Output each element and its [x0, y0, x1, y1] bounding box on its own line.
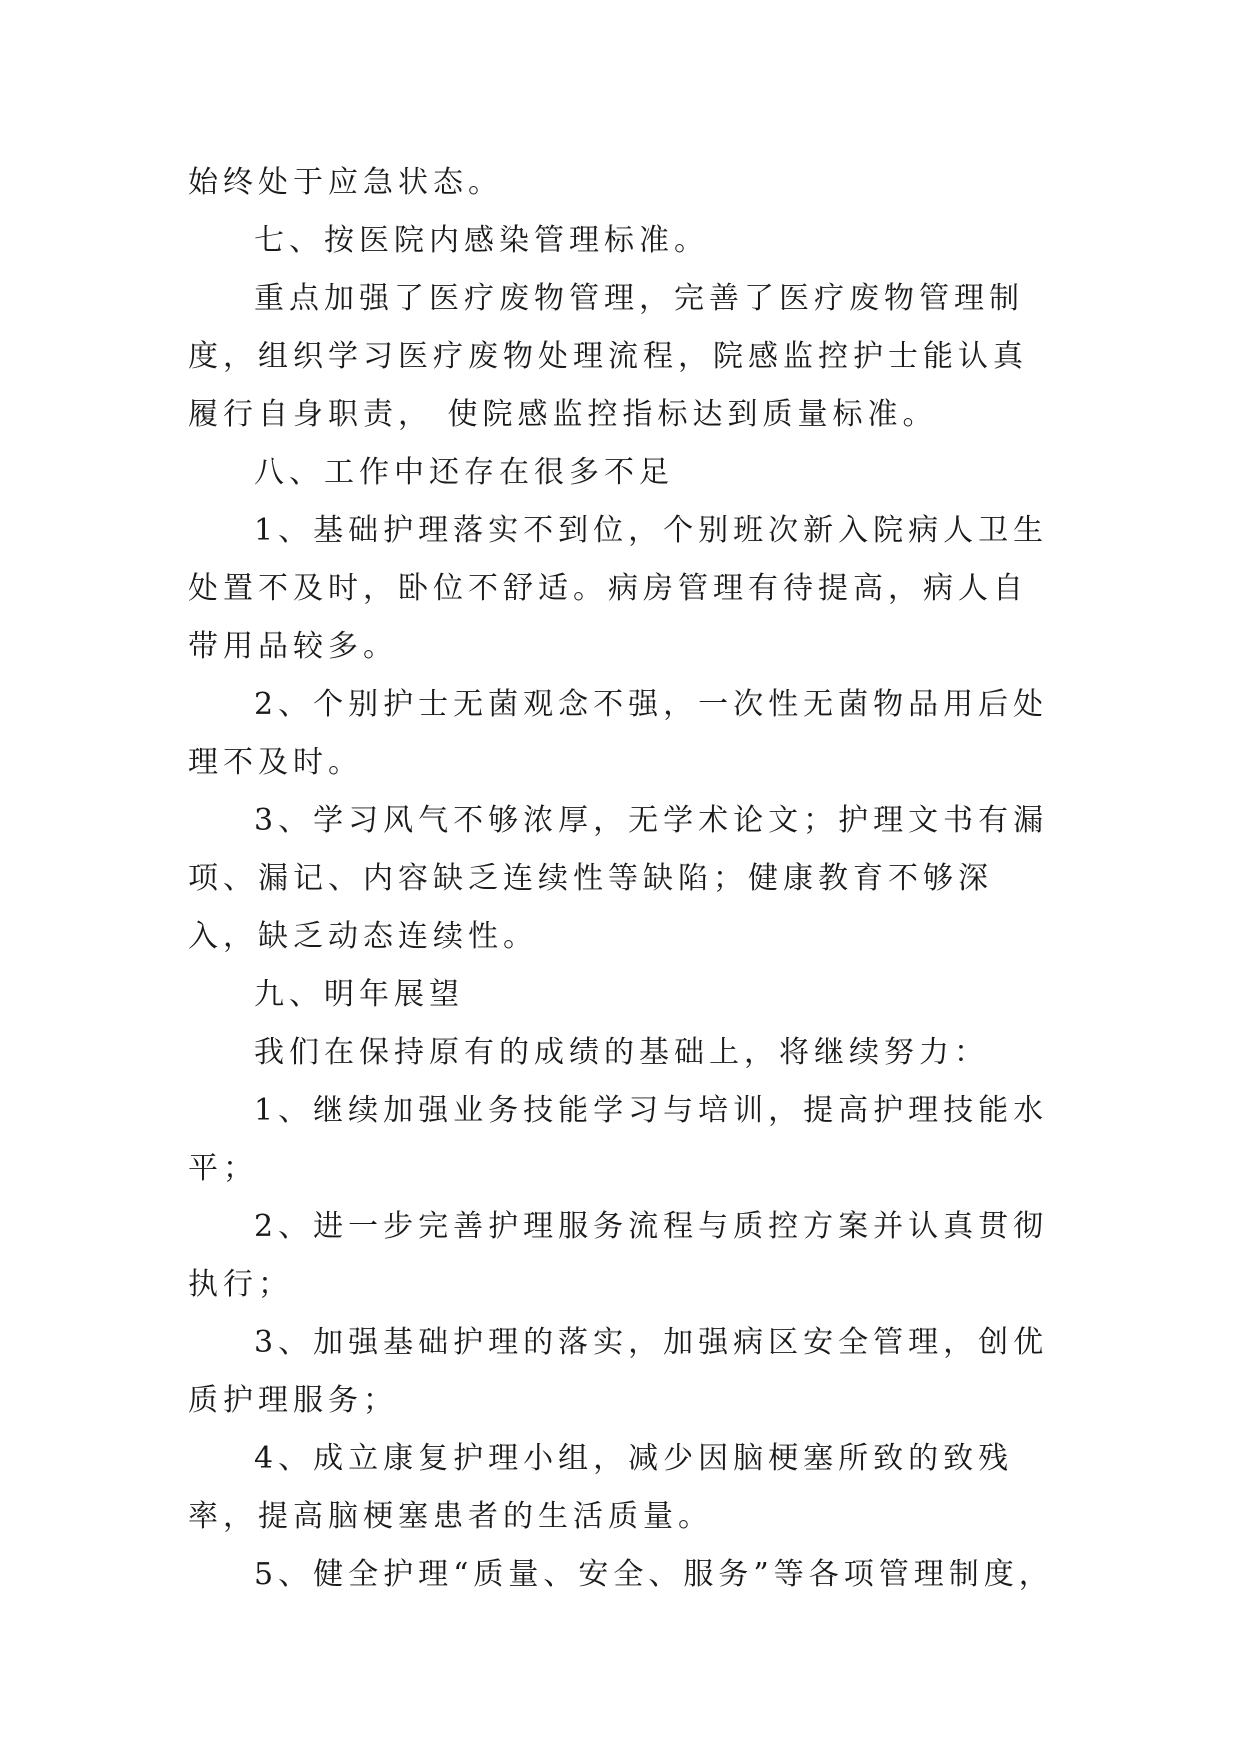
list-item-plan-5: 5、健全护理“质量、安全、服务”等各项管理制度， — [254, 1557, 1054, 1592]
paragraph-continuation: 始终处于应急状态。 — [188, 165, 503, 200]
list-item-plan-4: 4、成立康复护理小组，减少因脑梗塞所致的致残率，提高脑梗塞患者的生活质量。 — [188, 1441, 1014, 1534]
list-item-plan-2: 2、进一步完善护理服务流程与质控方案并认真贯彻执行； — [188, 1209, 1049, 1302]
list-item-shortcoming-2: 2、个别护士无菌观念不强，一次性无菌物品用后处理不及时。 — [188, 687, 1049, 780]
paragraph-waste-management: 重点加强了医疗废物管理，完善了医疗废物管理制度，组织学习医疗废物处理流程，院感监控护士能认真履行自身职责， 使院感监控指标达到质量标准。 — [188, 281, 1028, 432]
list-item-shortcoming-3: 3、学习风气不够浓厚，无学术论文；护理文书有漏项、漏记、内容缺乏连续性等缺陷；健康教育不够深入，缺乏动态连续性。 — [188, 803, 1049, 954]
paragraph-outlook-intro: 我们在保持原有的成绩的基础上，将继续努力： — [254, 1035, 989, 1070]
section-heading-eight: 八、工作中还存在很多不足 — [254, 455, 674, 490]
list-item-plan-1: 1、继续加强业务技能学习与培训，提高护理技能水平； — [188, 1093, 1049, 1186]
document-body — [188, 154, 1058, 1604]
section-heading-nine: 九、明年展望 — [254, 977, 464, 1012]
section-heading-seven: 七、按医院内感染管理标准。 — [254, 223, 709, 258]
list-item-shortcoming-1: 1、基础护理落实不到位，个别班次新入院病人卫生处置不及时，卧位不舒适。病房管理有待提高，病人自带用品较多。 — [188, 513, 1049, 664]
list-item-plan-3: 3、加强基础护理的落实，加强病区安全管理，创优质护理服务； — [188, 1325, 1049, 1418]
